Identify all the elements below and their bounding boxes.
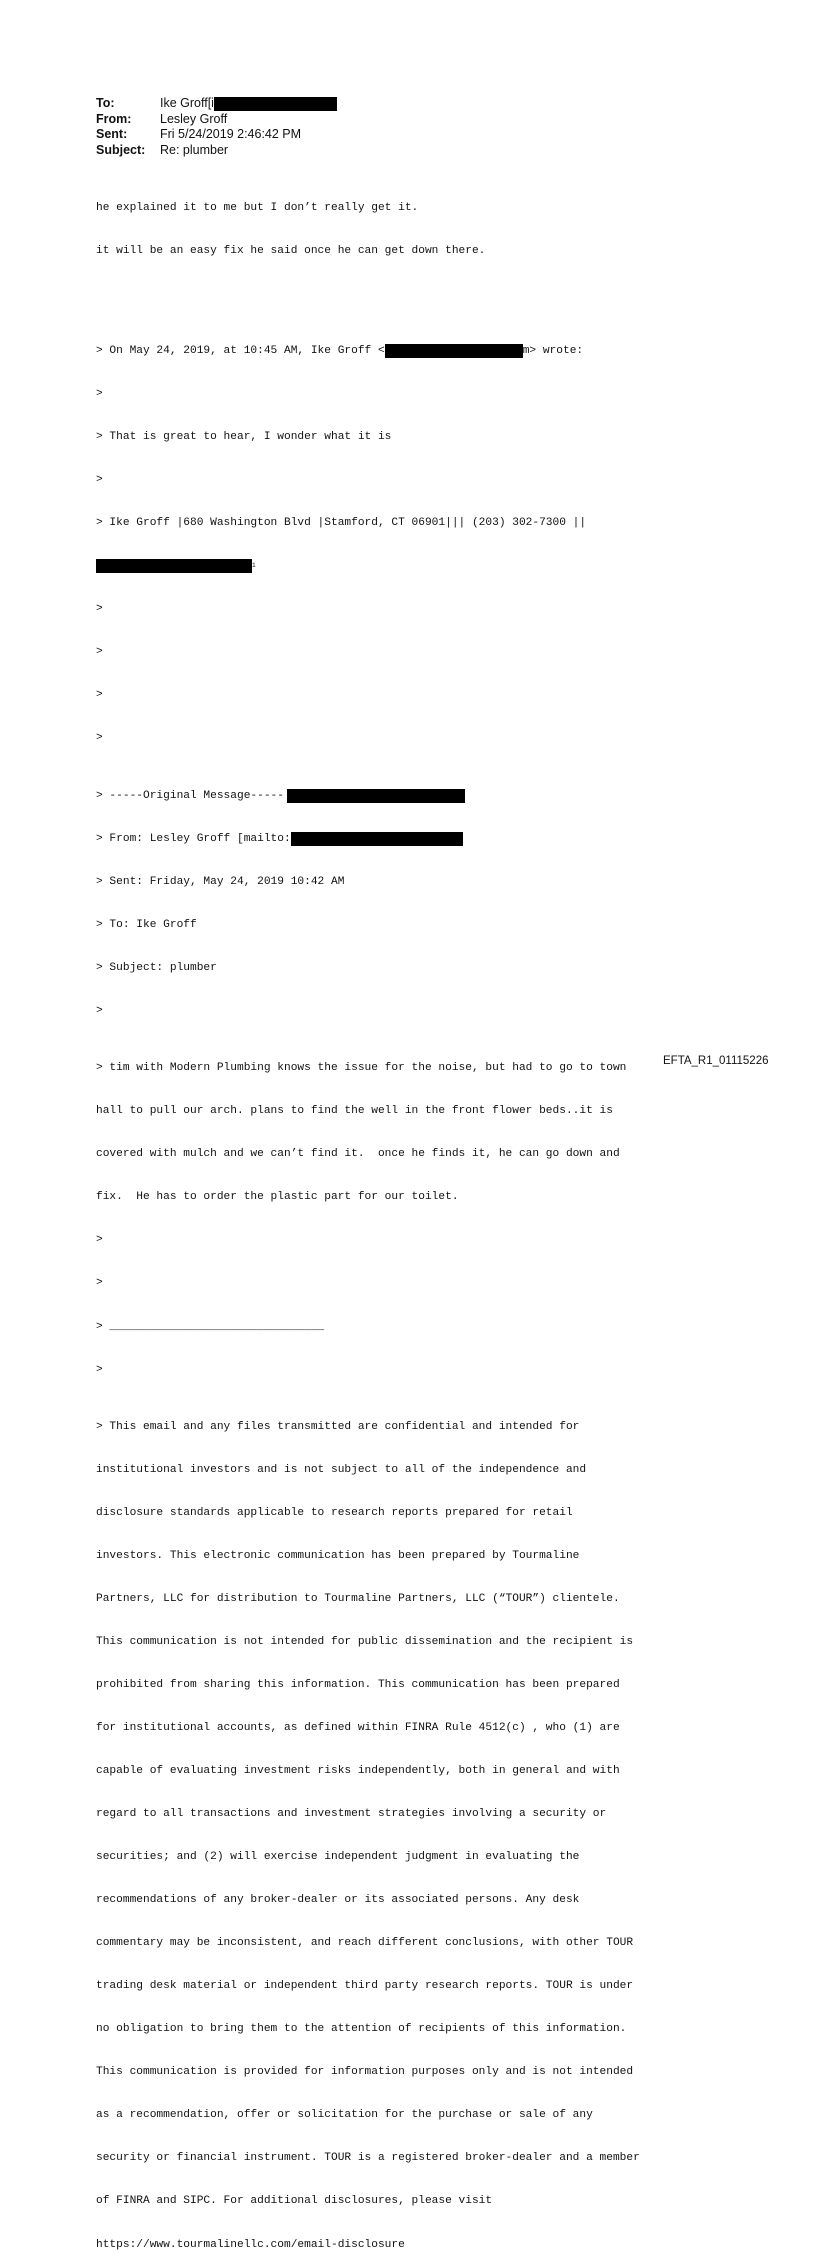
- subject-value: Re: plumber: [160, 142, 229, 157]
- from-label: From:: [96, 111, 132, 126]
- original-sent-line: > Sent: Friday, May 24, 2019 10:42 AM: [96, 875, 345, 888]
- redaction-block: [291, 832, 463, 846]
- quote-marker: >: [96, 603, 103, 616]
- disclaimer-line: security or financial instrument. TOUR is a registered broker-dealer and a member: [96, 2152, 640, 2165]
- redaction-block: [96, 559, 252, 573]
- disclaimer-line: investors. This electronic communication has been prepared by Tourmaline: [96, 1550, 580, 1562]
- subject-label: Subject:: [96, 142, 146, 157]
- disclaimer-line: regard to all transactions and investment strategies involving a security or: [96, 1808, 607, 1821]
- quote-marker: >: [96, 1234, 103, 1247]
- disclaimer-line: securities; and (2) will exercise independent judgment in evaluating the: [96, 1851, 580, 1864]
- quoted-great-line: > That is great to hear, I wonder what it is: [96, 431, 392, 444]
- disclaimer-link-line: https://www.tourmalinellc.com/email-disclosure: [96, 2238, 405, 2251]
- quote-marker: >: [96, 732, 103, 745]
- sent-value: Fri 5/24/2019 2:46:42 PM: [160, 127, 302, 141]
- quoted-on-line: [96, 344, 736, 358]
- sent-label: Sent:: [96, 127, 128, 141]
- quote-marker: >: [96, 388, 103, 401]
- original-marker-text: > -----Original Message-----: [96, 789, 284, 802]
- to-value: [160, 96, 337, 112]
- quote-marker: >: [96, 1004, 103, 1017]
- from-value: Lesley Groff: [160, 111, 228, 126]
- disclaimer-line: disclosure standards applicable to research reports prepared for retail: [96, 1506, 573, 1519]
- disclaimer-line: no obligation to bring them to the attention of recipients of this information.: [96, 2023, 627, 2036]
- redaction-block: [385, 344, 523, 358]
- sent-row: [96, 127, 337, 143]
- quoted-signature: > Ike Groff |680 Washington Blvd |Stamford, CT 06901||| (203) 302-7300 ||: [96, 517, 587, 530]
- to-label: To:: [96, 96, 115, 110]
- original-message-line: > tim with Modern Plumbing knows the issue for the noise, but had to go to town: [96, 1062, 627, 1075]
- reply-line: it will be an easy fix he said once he can get down there.: [96, 244, 486, 257]
- quoted-on-mid: m: [522, 345, 530, 358]
- document-id: EFTA_R1_01115226: [663, 1055, 769, 1067]
- email-body: [96, 172, 736, 2266]
- disclaimer-line: institutional investors and is not subject to all of the independence and: [96, 1463, 587, 1476]
- to-name: Ike Groff[i: [160, 96, 214, 110]
- signature-continuation: [96, 559, 736, 573]
- original-message-line: hall to pull our arch. plans to find the well in the front flower beds..it is: [96, 1105, 613, 1118]
- quote-marker: >: [96, 646, 103, 659]
- quote-marker: >: [96, 474, 103, 487]
- disclaimer-line: > This email and any files transmitted are confidential and intended for: [96, 1420, 580, 1433]
- blank-line: [96, 287, 736, 301]
- disclaimer-line: of FINRA and SIPC. For additional disclosures, please visit: [96, 2195, 493, 2208]
- email-header: [96, 96, 337, 158]
- disclaimer-line: as a recommendation, offer or solicitation for the purchase or sale of any: [96, 2109, 593, 2122]
- original-from-text: > From: Lesley Groff [mailto:: [96, 832, 291, 845]
- disclaimer-line: trading desk material or independent third party research reports. TOUR is under: [96, 1980, 634, 1993]
- disclaimer-line: prohibited from sharing this information. This communication has been prepared: [96, 1679, 620, 1692]
- quote-marker: >: [96, 689, 103, 702]
- disclaimer-line: This communication is not intended for public dissemination and the recipient is: [96, 1636, 634, 1649]
- quoted-on-suffix: > wrote:: [529, 345, 584, 358]
- original-to-line: > To: Ike Groff: [96, 918, 197, 931]
- disclaimer-line: This communication is provided for information purposes only and is not intended: [96, 2066, 634, 2079]
- quote-marker: >: [96, 1363, 103, 1376]
- original-message-line: covered with mulch and we can’t find it. once he finds it, he can go down and: [96, 1148, 620, 1161]
- disclaimer-line: capable of evaluating investment risks independently, both in general and with: [96, 1765, 620, 1778]
- disclaimer-line: recommendations of any broker-dealer or its associated persons. Any desk: [96, 1894, 580, 1907]
- redaction-block: [214, 97, 337, 111]
- quote-marker: >: [96, 1277, 103, 1290]
- quoted-on-prefix: > On May 24, 2019, at 10:45 AM, Ike Groff <: [96, 345, 385, 358]
- separator-line: > ________________________________: [96, 1320, 325, 1333]
- original-message-marker: [96, 789, 736, 803]
- subject-row: [96, 143, 337, 159]
- disclaimer-line: for institutional accounts, as defined within FINRA Rule 4512(c) , who (1) are: [96, 1722, 620, 1735]
- disclaimer-line: commentary may be inconsistent, and reach different conclusions, with other TOUR: [96, 1937, 634, 1950]
- from-row: [96, 112, 337, 128]
- original-message-line: fix. He has to order the plastic part for our toilet.: [96, 1191, 459, 1204]
- original-subject-line: > Subject: plumber: [96, 961, 217, 974]
- redaction-block: [287, 789, 465, 803]
- disclaimer-line: Partners, LLC for distribution to Tourmaline Partners, LLC (“TOUR”) clientele.: [96, 1593, 620, 1606]
- reply-line: he explained it to me but I don’t really get it.: [96, 201, 419, 214]
- signature-tail: 1: [252, 562, 256, 570]
- original-from-line: [96, 832, 736, 846]
- to-row: [96, 96, 337, 112]
